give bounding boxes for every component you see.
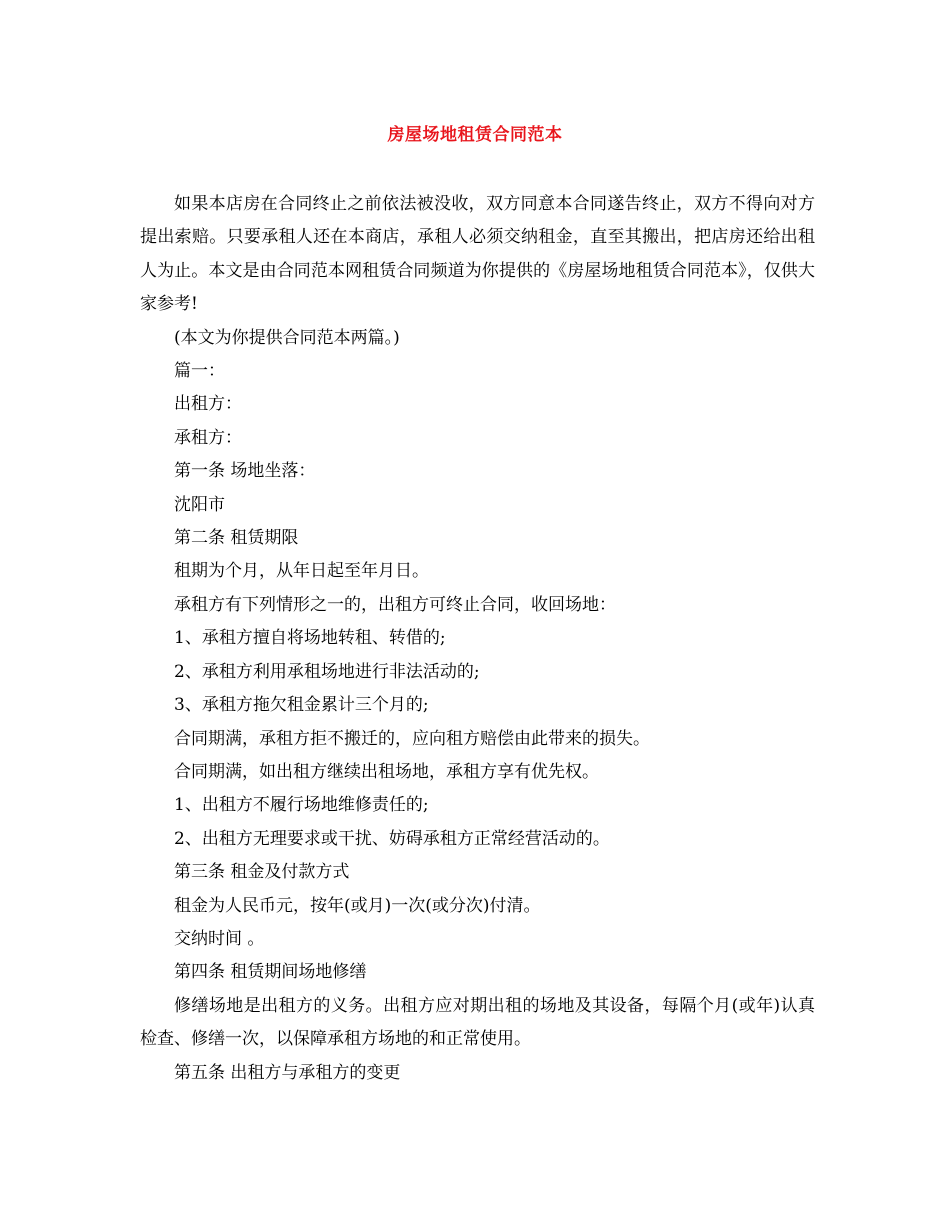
section-label: 篇一： bbox=[174, 361, 225, 382]
article-5-heading: 第五条 出租方与承租方的变更 bbox=[174, 1062, 401, 1083]
payment-time-line: 交纳时间 。 bbox=[174, 928, 265, 949]
article-4-heading: 第四条 租赁期间场地修缮 bbox=[174, 962, 367, 983]
termination-item-1: 1、承租方擅自将场地转租、转借的; bbox=[174, 628, 446, 649]
article-3-heading: 第三条 租金及付款方式 bbox=[174, 862, 350, 883]
term-line: 租期为个月，从年日起至年月日。 bbox=[174, 561, 429, 582]
lessor-field: 出租方： bbox=[174, 394, 242, 415]
termination-item-3: 3、承租方拖欠租金累计三个月的; bbox=[174, 695, 429, 716]
expiry-clause-2: 合同期满，如出租方继续出租场地，承租方享有优先权。 bbox=[174, 761, 599, 782]
article-2-heading: 第二条 租赁期限 bbox=[174, 528, 299, 549]
lessor-breach-item-2: 2、出租方无理要求或干扰、妨碍承租方正常经营活动的。 bbox=[174, 828, 610, 849]
location-line: 沈阳市 bbox=[174, 494, 225, 515]
lessor-breach-item-1: 1、出租方不履行场地维修责任的; bbox=[174, 795, 429, 816]
intro-paragraph: 如果本店房在合同终止之前依法被没收，双方同意本合同遂告终止，双方不得向对方提出索赔。只要承租人还在本商店，承租人必须交纳租金，直至其搬出，把店房还给出租人为止。本文是由合同范本网租赁合同频道为你提供的《房屋场地租赁合同范本》，仅供大家参考! bbox=[140, 194, 815, 315]
termination-intro: 承租方有下列情形之一的，出租方可终止合同，收回场地： bbox=[174, 594, 616, 615]
note-line: (本文为你提供合同范本两篇。) bbox=[174, 327, 400, 348]
repair-paragraph: 修缮场地是出租方的义务。出租方应对期出租的场地及其设备，每隔个月(或年)认真检查、修缮一次，以保障承租方场地的和正常使用。 bbox=[140, 995, 815, 1050]
expiry-clause-1: 合同期满，承租方拒不搬迁的，应向租方赔偿由此带来的损失。 bbox=[174, 728, 650, 749]
rent-line: 租金为人民币元，按年(或月)一次(或分次)付清。 bbox=[174, 895, 541, 916]
article-1-heading: 第一条 场地坐落： bbox=[174, 461, 316, 482]
lessee-field: 承租方： bbox=[174, 427, 242, 448]
termination-item-2: 2、承租方利用承租场地进行非法活动的; bbox=[174, 661, 480, 682]
document-body bbox=[140, 188, 815, 1090]
document-title: 房屋场地租赁合同范本 bbox=[387, 125, 563, 145]
